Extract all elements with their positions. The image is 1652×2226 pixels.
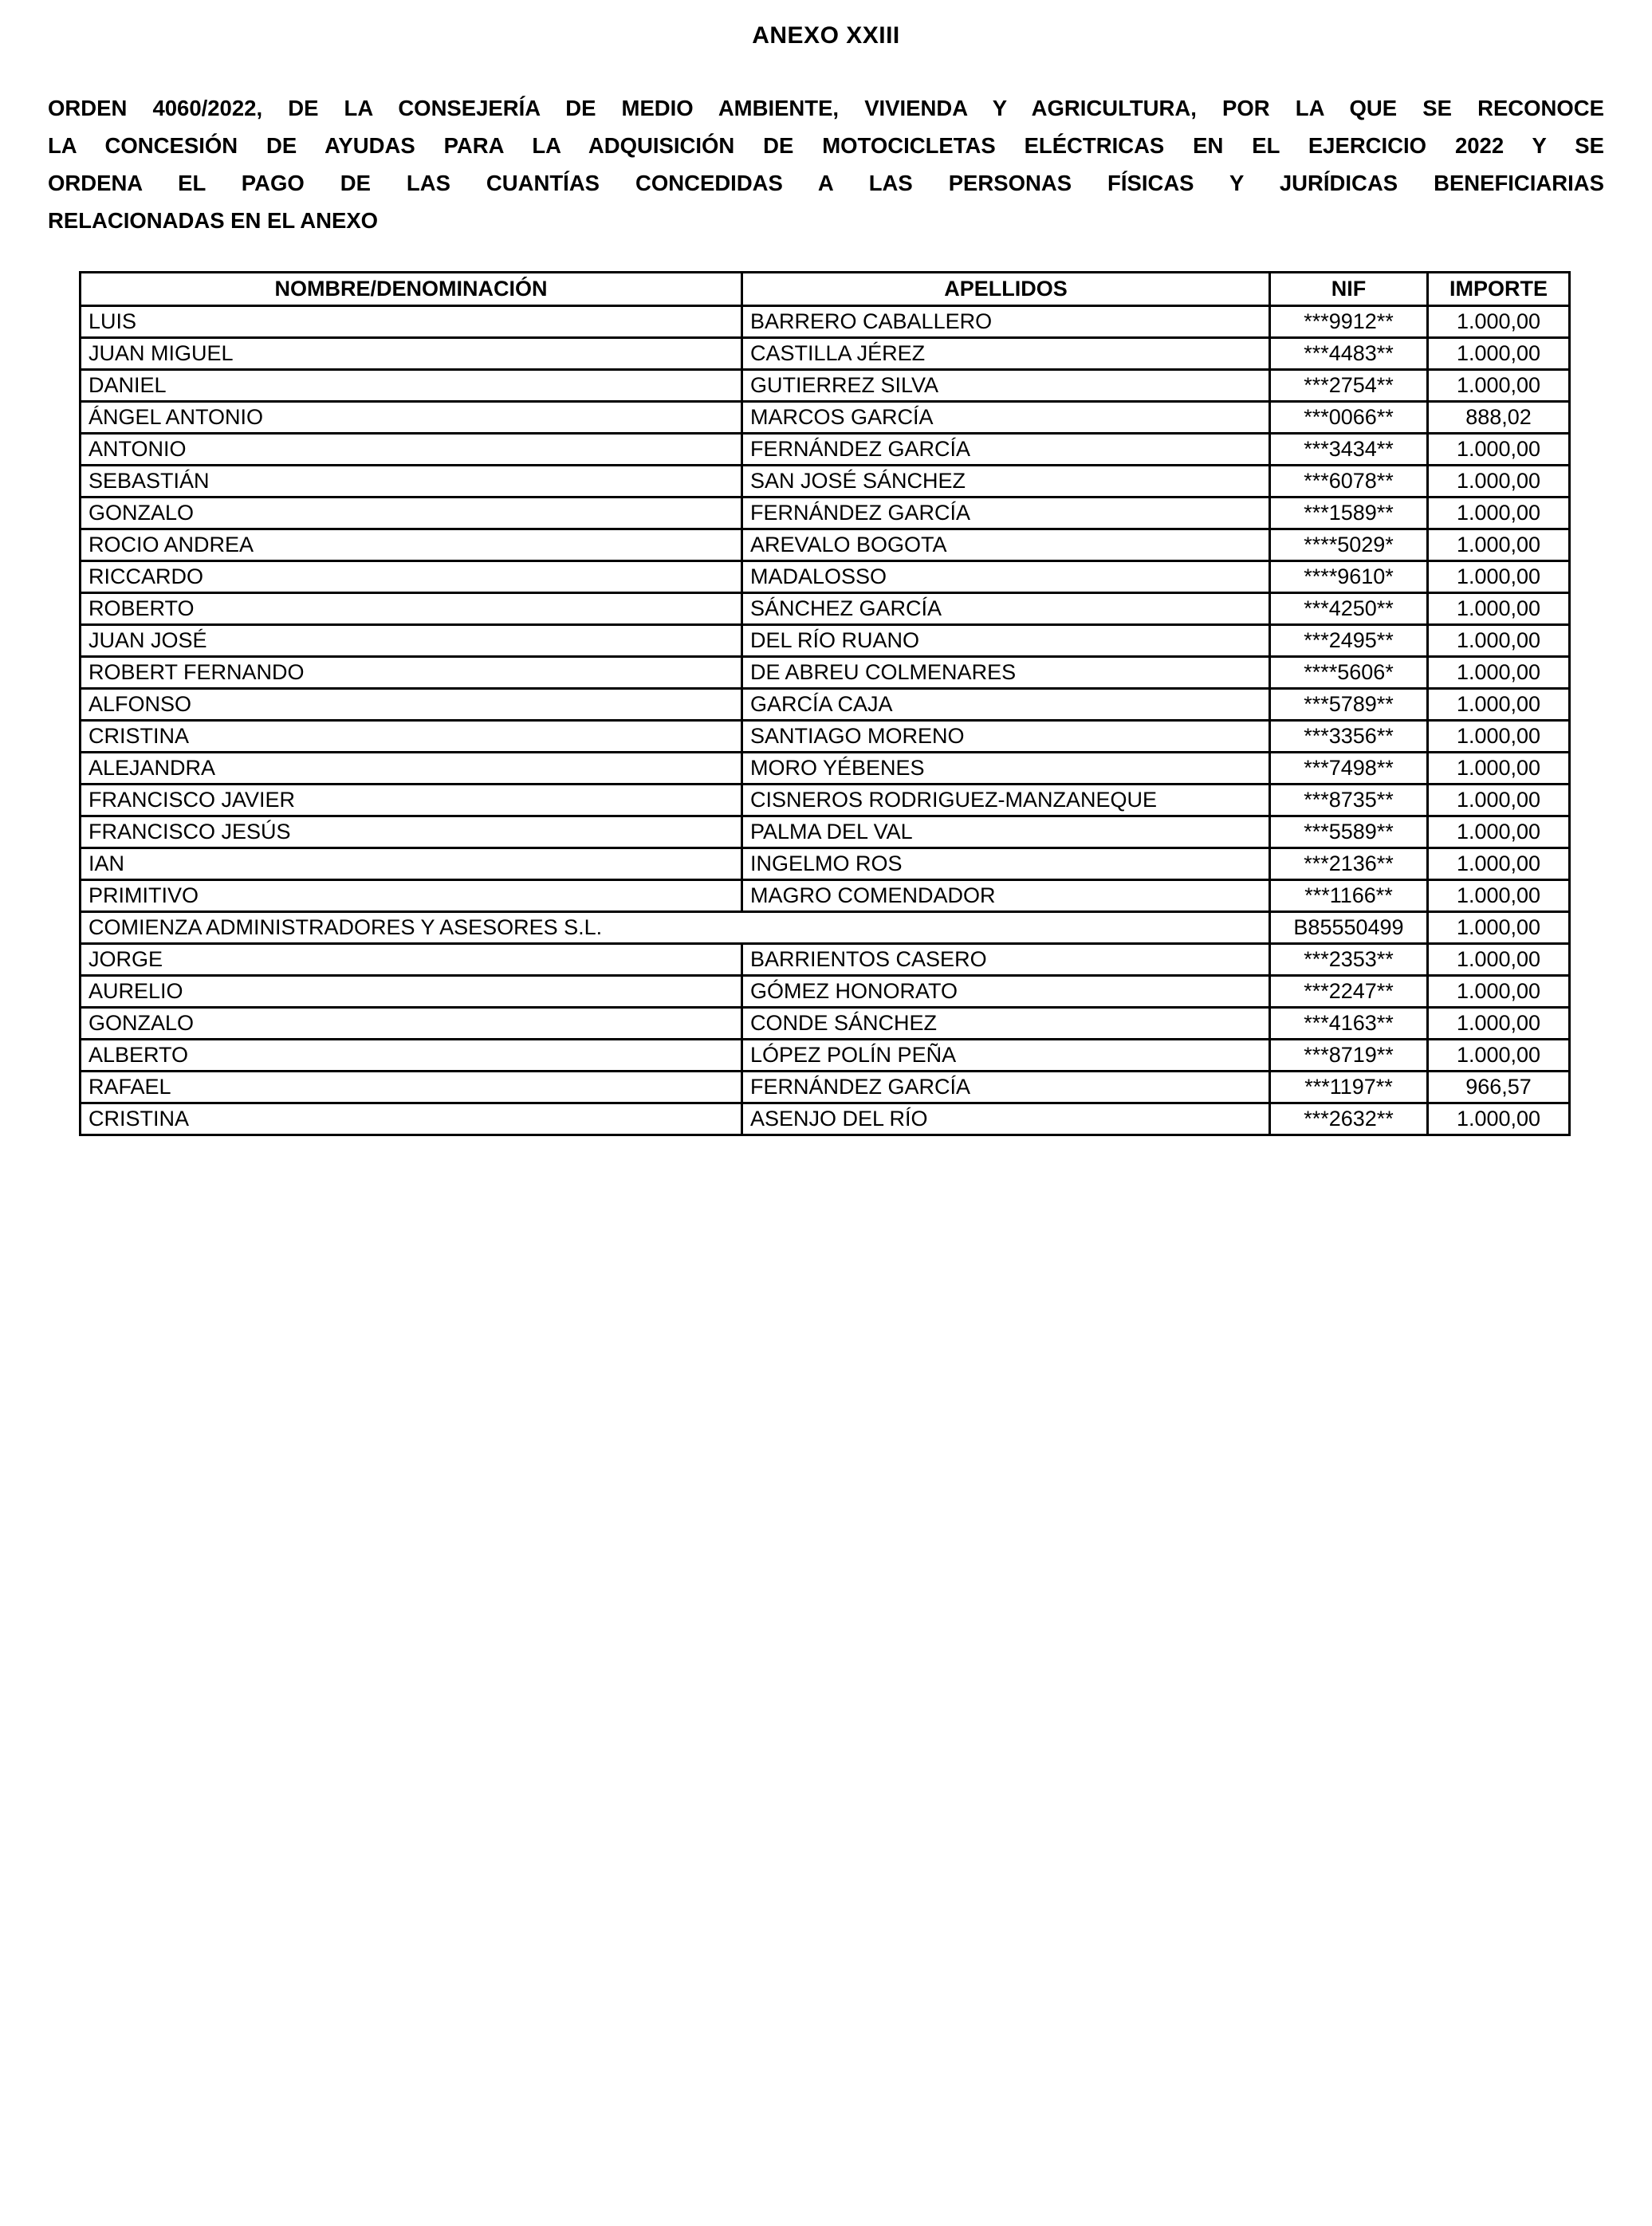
cell-importe: 1.000,00 bbox=[1428, 944, 1570, 976]
cell-apellidos: ASENJO DEL RÍO bbox=[742, 1103, 1270, 1135]
cell-nombre: SEBASTIÁN bbox=[81, 466, 742, 498]
column-header-apellidos: APELLIDOS bbox=[742, 273, 1270, 306]
cell-importe: 1.000,00 bbox=[1428, 625, 1570, 657]
cell-nombre: RICCARDO bbox=[81, 561, 742, 593]
table-row bbox=[81, 1040, 1570, 1072]
table-row bbox=[81, 529, 1570, 561]
page-title: ANEXO XXIII bbox=[752, 22, 900, 49]
cell-importe: 1.000,00 bbox=[1428, 1040, 1570, 1072]
table-row bbox=[81, 657, 1570, 689]
cell-nombre: AURELIO bbox=[81, 976, 742, 1008]
cell-importe: 1.000,00 bbox=[1428, 816, 1570, 848]
paragraph-line: LA CONCESIÓN DE AYUDAS PARA LA ADQUISICIÓN DE MOTOCICLETAS ELÉCTRICAS EN EL EJERCICIO 2022 Y SE bbox=[48, 133, 1604, 158]
cell-importe: 888,02 bbox=[1428, 402, 1570, 434]
cell-nombre: ANTONIO bbox=[81, 434, 742, 466]
cell-nombre: JORGE bbox=[81, 944, 742, 976]
cell-nif: ***0066** bbox=[1270, 402, 1428, 434]
cell-importe: 1.000,00 bbox=[1428, 753, 1570, 785]
cell-nif: ***4250** bbox=[1270, 593, 1428, 625]
table-row bbox=[81, 848, 1570, 880]
table-row bbox=[81, 402, 1570, 434]
cell-importe: 1.000,00 bbox=[1428, 848, 1570, 880]
cell-nombre: ALFONSO bbox=[81, 689, 742, 721]
cell-nombre: FRANCISCO JESÚS bbox=[81, 816, 742, 848]
cell-importe: 1.000,00 bbox=[1428, 434, 1570, 466]
cell-nif: ***1589** bbox=[1270, 498, 1428, 529]
cell-importe: 1.000,00 bbox=[1428, 370, 1570, 402]
cell-apellidos: FERNÁNDEZ GARCÍA bbox=[742, 498, 1270, 529]
cell-nombre: RAFAEL bbox=[81, 1072, 742, 1103]
cell-nombre: ALEJANDRA bbox=[81, 753, 742, 785]
cell-nif: ***3434** bbox=[1270, 434, 1428, 466]
cell-apellidos: GUTIERREZ SILVA bbox=[742, 370, 1270, 402]
cell-nif: B85550499 bbox=[1270, 912, 1428, 944]
cell-importe: 1.000,00 bbox=[1428, 721, 1570, 753]
table-row bbox=[81, 753, 1570, 785]
cell-nombre: JUAN JOSÉ bbox=[81, 625, 742, 657]
cell-nif: ***2754** bbox=[1270, 370, 1428, 402]
table-row bbox=[81, 721, 1570, 753]
cell-nombre: CRISTINA bbox=[81, 721, 742, 753]
column-header-nif: NIF bbox=[1270, 273, 1428, 306]
cell-nif: ***2136** bbox=[1270, 848, 1428, 880]
cell-nombre: CRISTINA bbox=[81, 1103, 742, 1135]
cell-nif: ***6078** bbox=[1270, 466, 1428, 498]
cell-nif: ***2247** bbox=[1270, 976, 1428, 1008]
cell-apellidos: GÓMEZ HONORATO bbox=[742, 976, 1270, 1008]
cell-nombre: ROBERTO bbox=[81, 593, 742, 625]
cell-nombre: GONZALO bbox=[81, 498, 742, 529]
cell-importe: 1.000,00 bbox=[1428, 593, 1570, 625]
cell-apellidos: MAGRO COMENDADOR bbox=[742, 880, 1270, 912]
cell-nif: ***4483** bbox=[1270, 338, 1428, 370]
column-header-nombre: NOMBRE/DENOMINACIÓN bbox=[81, 273, 742, 306]
cell-nombre: ALBERTO bbox=[81, 1040, 742, 1072]
cell-apellidos: SANTIAGO MORENO bbox=[742, 721, 1270, 753]
cell-nif: ***3356** bbox=[1270, 721, 1428, 753]
table-row bbox=[81, 370, 1570, 402]
cell-nombre: JUAN MIGUEL bbox=[81, 338, 742, 370]
cell-importe: 1.000,00 bbox=[1428, 306, 1570, 338]
cell-apellidos: FERNÁNDEZ GARCÍA bbox=[742, 1072, 1270, 1103]
cell-nif: ****5029* bbox=[1270, 529, 1428, 561]
cell-importe: 1.000,00 bbox=[1428, 338, 1570, 370]
cell-nombre: LUIS bbox=[81, 306, 742, 338]
cell-apellidos: AREVALO BOGOTA bbox=[742, 529, 1270, 561]
cell-apellidos: CISNEROS RODRIGUEZ-MANZANEQUE bbox=[742, 785, 1270, 816]
cell-nif: ***1166** bbox=[1270, 880, 1428, 912]
cell-nif: ****5606* bbox=[1270, 657, 1428, 689]
table-row bbox=[81, 689, 1570, 721]
cell-importe: 1.000,00 bbox=[1428, 466, 1570, 498]
cell-importe: 1.000,00 bbox=[1428, 912, 1570, 944]
cell-nombre: ROBERT FERNANDO bbox=[81, 657, 742, 689]
cell-apellidos: DEL RÍO RUANO bbox=[742, 625, 1270, 657]
table-row bbox=[81, 1072, 1570, 1103]
cell-nombre: ÁNGEL ANTONIO bbox=[81, 402, 742, 434]
cell-apellidos: MORO YÉBENES bbox=[742, 753, 1270, 785]
cell-apellidos: GARCÍA CAJA bbox=[742, 689, 1270, 721]
cell-importe: 1.000,00 bbox=[1428, 657, 1570, 689]
cell-nif: ***5789** bbox=[1270, 689, 1428, 721]
cell-importe: 1.000,00 bbox=[1428, 1103, 1570, 1135]
cell-nif: ***2353** bbox=[1270, 944, 1428, 976]
table-row bbox=[81, 498, 1570, 529]
table-row bbox=[81, 1103, 1570, 1135]
order-paragraph bbox=[48, 89, 1604, 239]
table-header-row bbox=[81, 273, 1570, 306]
cell-nif: ***7498** bbox=[1270, 753, 1428, 785]
cell-importe: 966,57 bbox=[1428, 1072, 1570, 1103]
cell-nif: ***2632** bbox=[1270, 1103, 1428, 1135]
table-row bbox=[81, 880, 1570, 912]
cell-apellidos: FERNÁNDEZ GARCÍA bbox=[742, 434, 1270, 466]
cell-apellidos: CASTILLA JÉREZ bbox=[742, 338, 1270, 370]
table-row bbox=[81, 816, 1570, 848]
cell-nif: ***5589** bbox=[1270, 816, 1428, 848]
cell-nif: ***8719** bbox=[1270, 1040, 1428, 1072]
beneficiaries-table bbox=[79, 271, 1571, 1136]
cell-nombre: IAN bbox=[81, 848, 742, 880]
paragraph-line: ORDENA EL PAGO DE LAS CUANTÍAS CONCEDIDAS A LAS PERSONAS FÍSICAS Y JURÍDICAS BENEFICIARIAS bbox=[48, 171, 1604, 195]
cell-apellidos: BARRERO CABALLERO bbox=[742, 306, 1270, 338]
cell-nombre: FRANCISCO JAVIER bbox=[81, 785, 742, 816]
table-row bbox=[81, 785, 1570, 816]
cell-apellidos: PALMA DEL VAL bbox=[742, 816, 1270, 848]
cell-importe: 1.000,00 bbox=[1428, 689, 1570, 721]
cell-nif: ***9912** bbox=[1270, 306, 1428, 338]
cell-importe: 1.000,00 bbox=[1428, 498, 1570, 529]
column-header-importe: IMPORTE bbox=[1428, 273, 1570, 306]
cell-apellidos: DE ABREU COLMENARES bbox=[742, 657, 1270, 689]
table-row bbox=[81, 593, 1570, 625]
table-row bbox=[81, 1008, 1570, 1040]
cell-importe: 1.000,00 bbox=[1428, 785, 1570, 816]
table-row bbox=[81, 338, 1570, 370]
cell-nif: ***8735** bbox=[1270, 785, 1428, 816]
cell-nif: ***4163** bbox=[1270, 1008, 1428, 1040]
table-row bbox=[81, 944, 1570, 976]
cell-apellidos: LÓPEZ POLÍN PEÑA bbox=[742, 1040, 1270, 1072]
cell-nif: ***1197** bbox=[1270, 1072, 1428, 1103]
cell-importe: 1.000,00 bbox=[1428, 1008, 1570, 1040]
cell-nombre: ROCIO ANDREA bbox=[81, 529, 742, 561]
table-row bbox=[81, 912, 1570, 944]
cell-nif: ****9610* bbox=[1270, 561, 1428, 593]
cell-nif: ***2495** bbox=[1270, 625, 1428, 657]
cell-apellidos: MARCOS GARCÍA bbox=[742, 402, 1270, 434]
cell-apellidos: BARRIENTOS CASERO bbox=[742, 944, 1270, 976]
table-row bbox=[81, 625, 1570, 657]
table-row bbox=[81, 976, 1570, 1008]
cell-nombre: DANIEL bbox=[81, 370, 742, 402]
paragraph-line: ORDEN 4060/2022, DE LA CONSEJERÍA DE MEDIO AMBIENTE, VIVIENDA Y AGRICULTURA, POR LA QUE SE RECONOCE bbox=[48, 96, 1604, 120]
cell-apellidos: SÁNCHEZ GARCÍA bbox=[742, 593, 1270, 625]
cell-apellidos: INGELMO ROS bbox=[742, 848, 1270, 880]
cell-importe: 1.000,00 bbox=[1428, 561, 1570, 593]
cell-importe: 1.000,00 bbox=[1428, 529, 1570, 561]
cell-nombre: PRIMITIVO bbox=[81, 880, 742, 912]
table-row bbox=[81, 306, 1570, 338]
cell-apellidos: CONDE SÁNCHEZ bbox=[742, 1008, 1270, 1040]
cell-importe: 1.000,00 bbox=[1428, 976, 1570, 1008]
cell-apellidos: SAN JOSÉ SÁNCHEZ bbox=[742, 466, 1270, 498]
table-row bbox=[81, 466, 1570, 498]
cell-nombre: COMIENZA ADMINISTRADORES Y ASESORES S.L. bbox=[81, 912, 1270, 944]
cell-apellidos: MADALOSSO bbox=[742, 561, 1270, 593]
paragraph-line: RELACIONADAS EN EL ANEXO bbox=[48, 208, 379, 233]
cell-importe: 1.000,00 bbox=[1428, 880, 1570, 912]
table-row bbox=[81, 434, 1570, 466]
table-row bbox=[81, 561, 1570, 593]
cell-nombre: GONZALO bbox=[81, 1008, 742, 1040]
